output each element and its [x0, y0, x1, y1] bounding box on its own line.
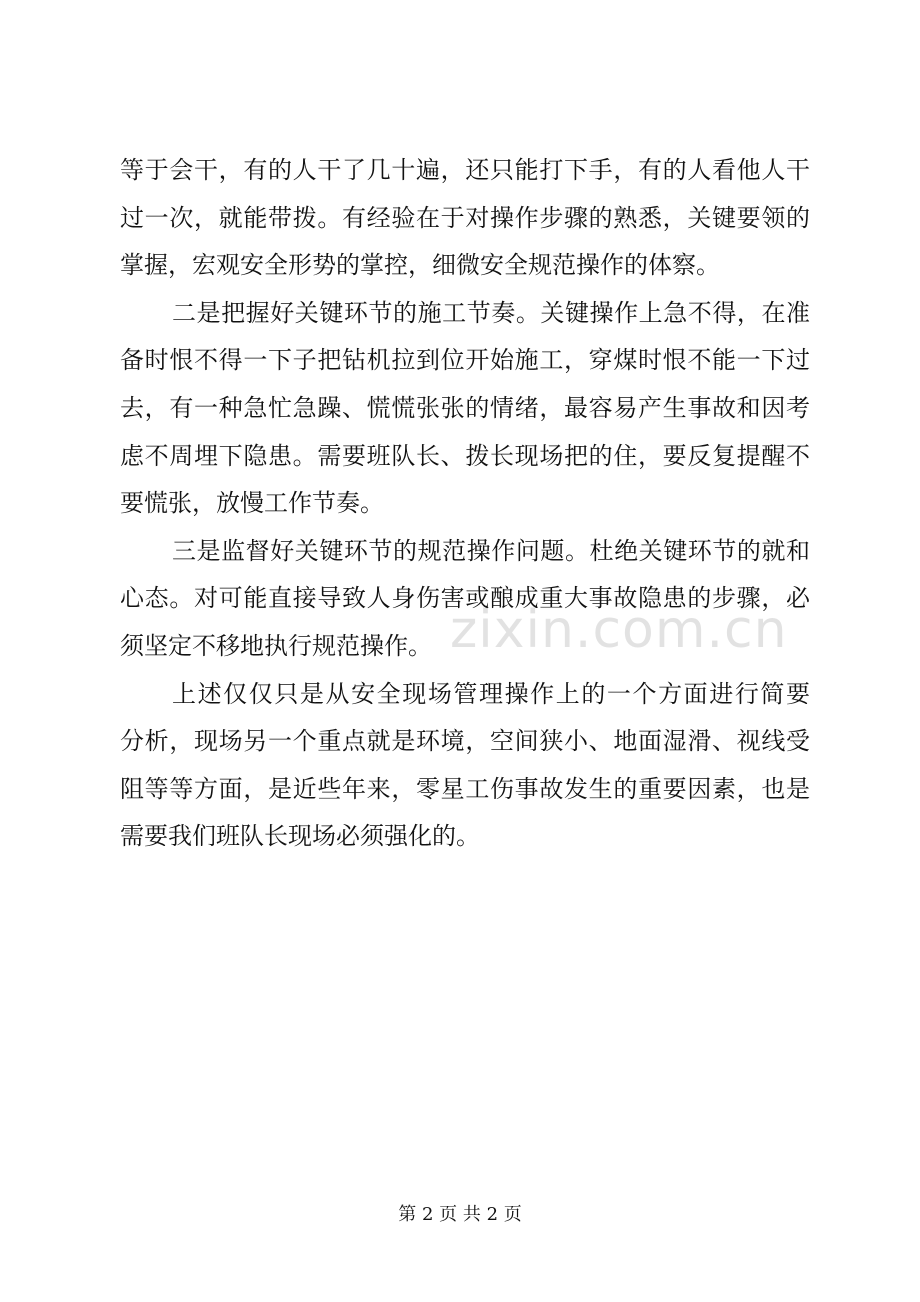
text-line: 分析，现场另一个重点就是环境，空间狭小、地面湿滑、视线受 [120, 727, 810, 756]
watermark: zixin.com.cn [450, 600, 788, 660]
text-line: 阻等等方面，是近些年来，零星工伤事故发生的重要因素，也是 [120, 774, 810, 803]
text-line: 要慌张，放慢工作节奏。 [120, 489, 384, 518]
text-line: 等于会干，有的人干了几十遍，还只能打下手，有的人看他人干 [120, 156, 810, 184]
text-line: 心态。对可能直接导致人身伤害或酿成重大事故隐患的步骤，必 [120, 584, 810, 613]
text-line: 掌握，宏观安全形势的掌控，细微安全规范操作的体察。 [120, 251, 720, 280]
text-line: 过一次，就能带拨。有经验在于对操作步骤的熟悉，关键要领的 [120, 203, 810, 232]
text-line: 去，有一种急忙急躁、慌慌张张的情绪，最容易产生事故和因考 [120, 393, 810, 422]
paragraph-start-line: 二是把握好关键环节的施工节奏。关键操作上急不得，在准 [172, 298, 810, 327]
text-line: 须坚定不移地执行规范操作。 [120, 631, 432, 660]
text-line: 需要我们班队长现场必须强化的。 [120, 822, 480, 851]
paragraph-start-line: 上述仅仅只是从安全现场管理操作上的一个方面进行简要 [172, 679, 810, 708]
page-footer: 第 2 页 共 2 页 [398, 1204, 522, 1225]
document-body [120, 147, 810, 861]
text-line: 备时恨不得一下子把钻机拉到位开始施工，穿煤时恨不能一下过 [120, 346, 810, 375]
text-line: 虑不周埋下隐患。需要班队长、拨长现场把的住，要反复提醒不 [120, 441, 810, 470]
paragraph-start-line: 三是监督好关键环节的规范操作问题。杜绝关键环节的就和 [172, 536, 810, 565]
